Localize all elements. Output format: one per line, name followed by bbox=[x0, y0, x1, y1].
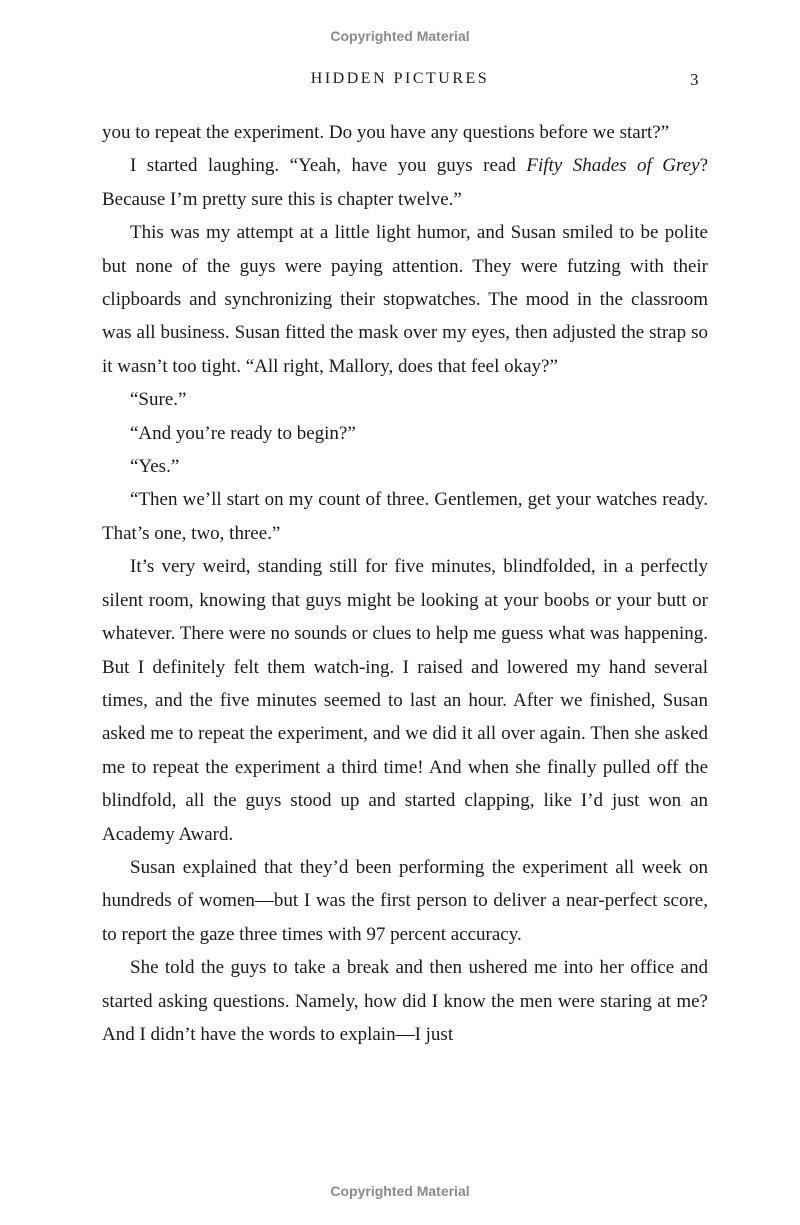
paragraph: This was my attempt at a little light humor, and Susan smiled to be polite but none of the guys were paying attention. They were futzing with their clipboards and synchronizing their stopwatches. The mood in the classroom was all business. Susan fitted the mask over my eyes, then adjusted the strap so it wasn’t too tight. “All right, Mallory, does that feel okay?” bbox=[102, 222, 708, 377]
paragraph: She told the guys to take a break and then ushered me into her office and started asking questions. Namely, how did I know the men were staring at me? And I didn’t have the words to explain—I just bbox=[102, 957, 708, 1045]
paragraph: “Then we’ll start on my count of three. Gentlemen, get your watches ready. That’s one, two, three.” bbox=[102, 489, 708, 544]
paragraph-text: I started laughing. “Yeah, have you guys read bbox=[130, 155, 527, 177]
paragraph: Susan explained that they’d been performing the experiment all week on hundreds of women—but I was the first person to deliver a near-perfect score, to report the gaze three times with 97 percent accuracy. bbox=[102, 856, 708, 945]
copyright-watermark-top: Copyrighted Material bbox=[330, 28, 470, 44]
paragraph: “Sure.” bbox=[130, 389, 187, 411]
body-text bbox=[102, 116, 708, 1051]
paragraph: It’s very weird, standing still for five minutes, blindfolded, in a perfectly silent room, knowing that guys might be looking at your boobs or your butt or whatever. There were no sounds or clues to help me guess what was happening. But I definitely felt them watch-ing. I raised and lowered my hand several times, and the five minutes seemed to last an hour. After we finished, Susan asked me to repeat the experiment, and we did it all over again. Then she asked me to repeat the experiment a third time! And when she finally pulled off the blindfold, all the guys stood up and started clapping, like I’d just won an Academy Award. bbox=[102, 556, 708, 845]
page-number: 3 bbox=[690, 70, 699, 89]
paragraph: “And you’re ready to begin?” bbox=[130, 422, 356, 444]
copyright-watermark-bottom: Copyrighted Material bbox=[330, 1183, 470, 1199]
paragraph bbox=[102, 149, 708, 216]
book-title-italic: Fifty Shades of Grey bbox=[526, 155, 700, 177]
paragraph: you to repeat the experiment. Do you have any questions before we start?” bbox=[102, 122, 670, 143]
paragraph: “Yes.” bbox=[130, 456, 180, 478]
running-head-title: HIDDEN PICTURES bbox=[310, 70, 490, 87]
paragraph-text: ? Because I’m pretty sure this is chapter twelve.” bbox=[102, 155, 708, 210]
